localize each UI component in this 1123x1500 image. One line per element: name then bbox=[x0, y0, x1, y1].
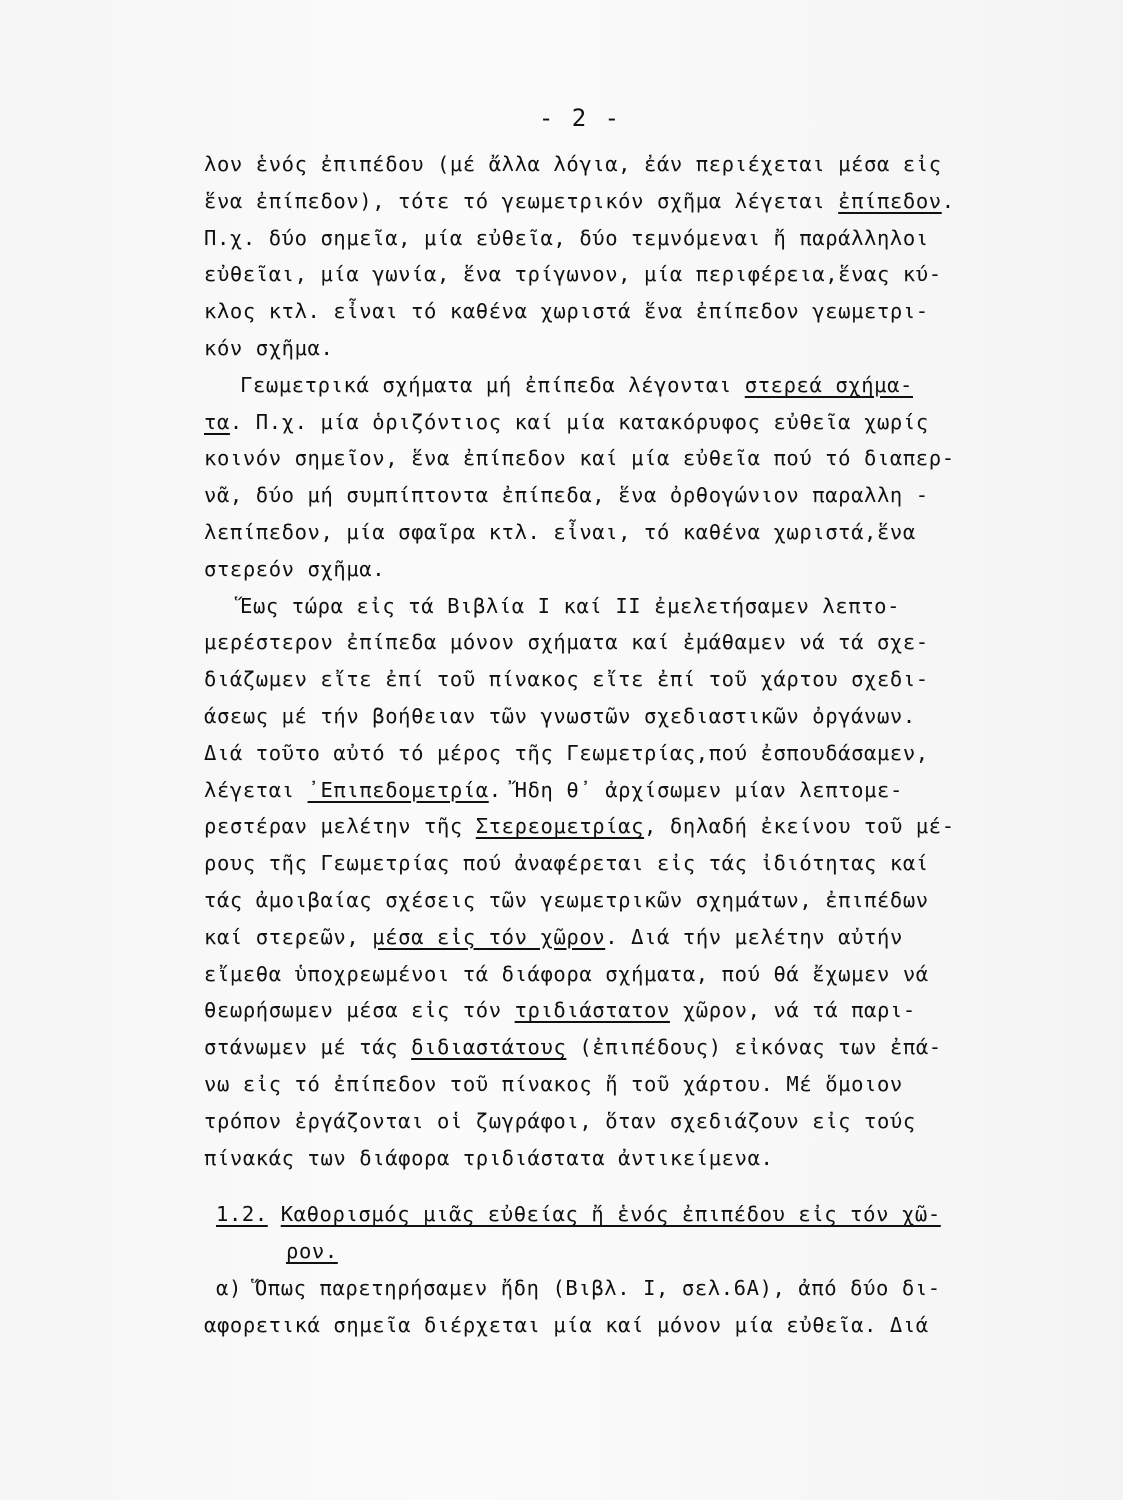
section-number: 1.2. bbox=[216, 1202, 268, 1227]
text-line: μερέστερον ἐπίπεδα μόνον σχήματα καί ἐμάθαμεν νά τά σχε- bbox=[204, 630, 929, 655]
text-line: θεωρήσωμεν μέσα εἰς τόν τριδιάστατον χῶρον, νά τά παρι- bbox=[204, 998, 916, 1023]
underlined-term: Στερεομετρίας bbox=[475, 814, 645, 839]
text-line: στάνωμεν μέ τάς διδιαστάτους (ἐπιπέδους) εἰκόνας των ἐπά- bbox=[204, 1035, 942, 1060]
text-line: άσεως μέ τήν βοήθειαν τῶν γνωστῶν σχεδιαστικῶν ὀργάνων. bbox=[204, 703, 916, 728]
underlined-term: ἐπίπεδον bbox=[838, 188, 942, 213]
body-text bbox=[204, 146, 1024, 1344]
text-line: τα. Π.χ. μία ὁριζόντιος καί μία κατακόρυφος εὐθεῖα χωρίς bbox=[204, 409, 929, 434]
text-line: νᾶ, δύο μή συμπίπτοντα ἐπίπεδα, ἕνα ὀρθογώνιον παραλλη - bbox=[204, 483, 929, 508]
underlined-term: μέσα εἰς τόν χῶρον bbox=[372, 924, 606, 949]
section-heading-continued bbox=[204, 1233, 1024, 1270]
text-line: ρους τῆς Γεωμετρίας πού ἀναφέρεται εἰς τάς ἰδιότητας καί bbox=[204, 851, 929, 876]
text-line: αφορετικά σημεῖα διέρχεται μία καί μόνον μία εὐθεῖα. Διά bbox=[204, 1312, 929, 1337]
text-line: εὐθεῖαι, μία γωνία, ἕνα τρίγωνον, μία περιφέρεια,ἕνας κύ- bbox=[204, 262, 942, 287]
text-line: νω εἰς τό ἐπίπεδον τοῦ πίνακος ἤ τοῦ χάρτου. Μέ ὅμοιον bbox=[204, 1071, 903, 1096]
text-line: Ἕως τώρα εἰς τά Βιβλία Ι καί ΙΙ ἐμελετήσαμεν λεπτο- bbox=[240, 593, 901, 618]
text-line: Π.χ. δύο σημεῖα, μία εὐθεῖα, δύο τεμνόμεναι ἤ παράλληλοι bbox=[204, 225, 929, 250]
text-line: α) Ὅπως παρετηρήσαμεν ἤδη (Βιβλ. Ι, σελ.6Α), ἀπό δύο δι- bbox=[216, 1275, 941, 1300]
text-line: Γεωμετρικά σχήματα μή ἐπίπεδα λέγονται στερεά σχήμα- bbox=[240, 372, 913, 397]
page-number: - 2 - bbox=[538, 104, 622, 132]
text-line: στερεόν σχῆμα. bbox=[204, 556, 386, 581]
section-title: Καθορισμός μιᾶς εὐθείας ἤ ἑνός ἐπιπέδου εἰς τόν χῶ- bbox=[280, 1202, 941, 1227]
text-line: εἴμεθα ὑποχρεωμένοι τά διάφορα σχήματα, πού θά ἔχωμεν νά bbox=[204, 961, 929, 986]
text-line: ρεστέραν μελέτην τῆς Στερεομετρίας, δηλαδή ἐκείνου τοῦ μέ- bbox=[204, 814, 955, 839]
text-line: λεπίπεδον, μία σφαῖρα κτλ. εἶναι, τό καθένα χωριστά,ἕνα bbox=[204, 519, 916, 544]
text-line: Διά τοῦτο αὐτό τό μέρος τῆς Γεωμετρίας,πού ἐσπουδάσαμεν, bbox=[204, 740, 929, 765]
text-line: κοινόν σημεῖον, ἕνα ἐπίπεδον καί μία εὐθεῖα πού τό διαπερ- bbox=[204, 446, 955, 471]
text-line: καί στερεῶν, μέσα εἰς τόν χῶρον. Διά τήν μελέτην αὐτήν bbox=[204, 924, 903, 949]
underlined-term: τριδιάστατον bbox=[514, 998, 670, 1023]
text-line: λέγεται ᾿Επιπεδομετρία. Ἤδη θ᾿ ἀρχίσωμεν μίαν λεπτομε- bbox=[204, 777, 903, 802]
text-line: κόν σχῆμα. bbox=[204, 335, 334, 360]
section-heading bbox=[204, 1196, 1024, 1233]
underlined-term: στερεά σχήμα- bbox=[744, 372, 913, 397]
text-line: τρόπον ἐργάζονται οἱ ζωγράφοι, ὅταν σχεδιάζουν εἰς τούς bbox=[204, 1108, 916, 1133]
text-line: πίνακάς των διάφορα τριδιάστατα ἀντικείμενα. bbox=[204, 1145, 774, 1170]
underlined-term: τα bbox=[204, 409, 230, 434]
text-line: διάζωμεν εἴτε ἐπί τοῦ πίνακος εἴτε ἐπί τοῦ χάρτου σχεδι- bbox=[204, 667, 929, 692]
underlined-term: ᾿Επιπεδομετρία bbox=[307, 777, 489, 802]
text-line: λον ἑνός ἐπιπέδου (μέ ἄλλα λόγια, ἐάν περιέχεται μέσα εἰς bbox=[204, 152, 942, 176]
text-line: τάς ἀμοιβαίας σχέσεις τῶν γεωμετρικῶν σχημάτων, ἐπιπέδων bbox=[204, 887, 929, 912]
text-line: κλος κτλ. εἶναι τό καθένα χωριστά ἕνα ἐπίπεδον γεωμετρι- bbox=[204, 299, 929, 324]
text-line: ἕνα ἐπίπεδον), τότε τό γεωμετρικόν σχῆμα λέγεται ἐπίπεδον. bbox=[204, 188, 955, 213]
underlined-term: διδιαστάτους bbox=[411, 1035, 567, 1060]
section-title-continued: ρον. bbox=[286, 1239, 338, 1264]
